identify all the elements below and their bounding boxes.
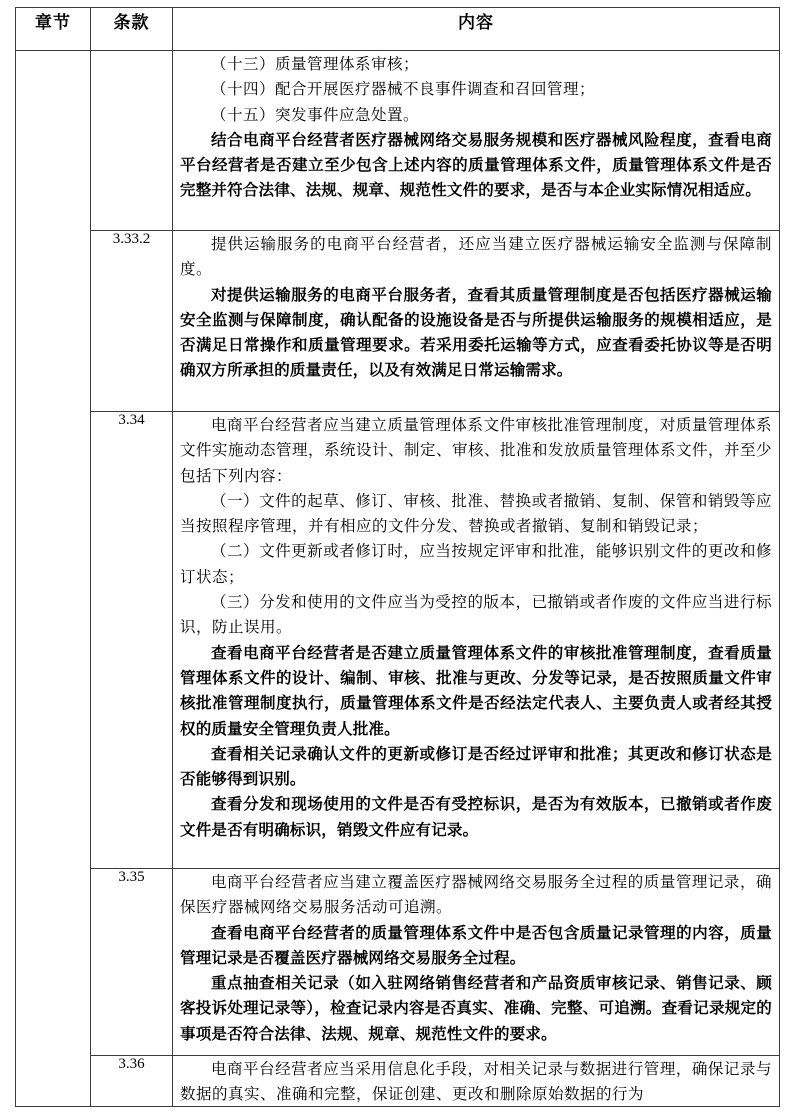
- table-body: [16, 51, 780, 1107]
- content-cell: [173, 869, 780, 1056]
- clause-cell: 3.34: [91, 412, 173, 869]
- content-cell: [173, 51, 780, 231]
- clause-cell: 3.36: [91, 1056, 173, 1107]
- inspection-table: [15, 7, 780, 1107]
- content-inner: [173, 412, 779, 843]
- table-header-row: [16, 8, 780, 51]
- content-paragraph: （一）文件的起草、修订、审核、批准、替换或者撤销、复制、保管和销毁等应当按照程序管理，并有相应的文件分发、替换或者撤销、复制和销毁记录；: [180, 492, 772, 536]
- content-paragraph: 提供运输服务的电商平台经营者，还应当建立医疗器械运输安全监测与保障制度。: [180, 236, 772, 279]
- table-row: [16, 51, 780, 231]
- content-paragraph: （十五）突发事件应急处置。: [211, 106, 420, 124]
- content-paragraph: 电商平台经营者应当建立质量管理体系文件审核批准管理制度，对质量管理体系文件实施动态管理，系统设计、制定、审核、批准和发放质量管理体系文件，并至少包括下列内容：: [180, 417, 773, 485]
- content-cell: [173, 412, 780, 869]
- content-paragraph: （十三）质量管理体系审核；: [211, 56, 420, 73]
- content-inner: [173, 1056, 779, 1106]
- table-row: [16, 1056, 780, 1107]
- content-inner: [173, 231, 779, 384]
- chapter-cell: [16, 51, 91, 1107]
- table-row: [16, 231, 780, 412]
- content-paragraph: （三）分发和使用的文件应当为受控的版本，已撤销或者作废的文件应当进行标识，防止误用。: [180, 594, 772, 637]
- content-inner: [173, 51, 779, 204]
- content-paragraph: 查看电商平台经营者的质量管理体系文件中是否包含质量记录管理的内容，质量管理记录是否覆盖医疗器械网络交易服务全过程。: [180, 924, 772, 967]
- table-row: [16, 412, 780, 869]
- header-clause: 条款: [91, 8, 173, 51]
- content-paragraph: 重点抽查相关记录（如入驻网络销售经营者和产品资质审核记录、销售记录、顾客投诉处理记录等），检查记录内容是否真实、准确、完整、可追溯。查看记录规定的事项是否符合法律、法规、规章、规范性文件的要求。: [180, 975, 772, 1043]
- content-paragraph: 电商平台经营者应当建立覆盖医疗器械网络交易服务全过程的质量管理记录，确保医疗器械网络交易服务活动可追溯。: [180, 874, 772, 917]
- content-cell: [173, 231, 780, 412]
- content-paragraph: 查看相关记录确认文件的更新或修订是否经过评审和批准；其更改和修订状态是否能够得到识别。: [180, 745, 772, 789]
- content-inner: [173, 869, 779, 1047]
- content-paragraph: 对提供运输服务的电商平台服务者，查看其质量管理制度是否包括医疗器械运输安全监测与保障制度，确认配备的设施设备是否与所提供运输服务的规模相适应，是否满足日常操作和质量管理要求。若采用委托运输等方式，应查看委托协议等是否明确双方所承担的质量责任，以及有效满足日常运输需求。: [180, 286, 772, 380]
- header-content: 内容: [173, 8, 780, 51]
- content-cell: [173, 1056, 780, 1107]
- table-row: [16, 869, 780, 1056]
- content-paragraph: 结合电商平台经营者医疗器械网络交易服务规模和医疗器械风险程度，查看电商平台经营者是否建立至少包含上述内容的质量管理体系文件，质量管理体系文件是否完整并符合法律、法规、规章、规范性文件的要求，是否与本企业实际情况相适应。: [180, 131, 772, 200]
- content-paragraph: 电商平台经营者应当采用信息化手段，对相关记录与数据进行管理，确保记录与数据的真实、准确和完整，保证创建、更改和删除原始数据的行为: [180, 1061, 772, 1104]
- content-paragraph: 查看分发和现场使用的文件是否有受控标识，是否为有效版本，已撤销或者作废文件是否有明确标识，销毁文件应有记录。: [180, 796, 772, 839]
- content-paragraph: （十四）配合开展医疗器械不良事件调查和召回管理；: [211, 81, 596, 99]
- header-chapter: 章节: [16, 8, 91, 51]
- clause-cell: 3.35: [91, 869, 173, 1056]
- content-paragraph: 查看电商平台经营者是否建立质量管理体系文件的审核批准管理制度，查看质量管理体系文件的设计、编制、审核、批准与更改、分发等记录，是否按照质量文件审核批准管理制度执行，质量管理体系文件是否经法定代表人、主要负责人或者经其授权的质量安全管理负责人批准。: [180, 644, 772, 738]
- clause-cell: [91, 51, 173, 231]
- clause-cell: 3.33.2: [91, 231, 173, 412]
- content-paragraph: （二）文件更新或者修订时，应当按规定评审和批准，能够识别文件的更改和修订状态；: [180, 543, 772, 586]
